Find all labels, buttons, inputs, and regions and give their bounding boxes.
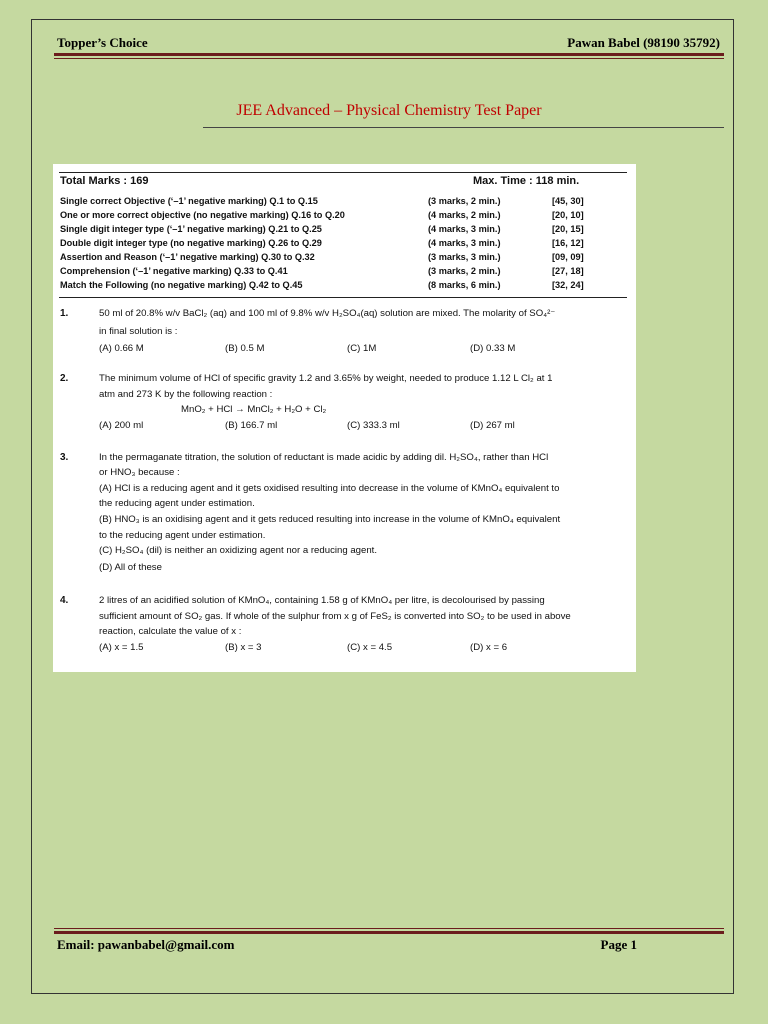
question-text: sufficient amount of SO₂ gas. If whole of the sulphur from x g of FeS₂ is converted into SO₂ to be used in above [99,611,571,622]
option: (B) HNO₃ is an oxidising agent and it gets reduced resulting into increase in the volume of KMnO₄ equivalent [99,514,561,525]
divider [59,172,627,173]
scheme-type: Single correct Objective (‘–1’ negative marking) Q.1 to Q.15 [60,196,318,206]
footer-email: Email: pawanbabel@gmail.com [57,937,235,952]
option: (B) x = 3 [225,642,262,653]
footer-rule [54,931,724,934]
option-continued: to the reducing agent under estimation. [99,530,266,541]
header-rule [54,53,724,56]
scheme-type: Assertion and Reason (‘–1’ negative marking) Q.30 to Q.32 [60,252,315,262]
page-title: JEE Advanced – Physical Chemistry Test Paper [236,102,542,119]
title-underline [203,127,724,128]
test-paper-image [53,164,636,672]
footer-rule-thin [54,928,724,929]
option: (A) x = 1.5 [99,642,144,653]
option: (C) H₂SO₄ (dil) is neither an oxidizing agent nor a reducing agent. [99,545,378,556]
question-number: 4. [60,595,69,606]
question-number: 2. [60,373,69,384]
question-text: reaction, calculate the value of x : [99,626,242,637]
option: (C) x = 4.5 [347,642,393,653]
page-number: Page 1 [600,937,637,952]
option: (C) 1M [347,343,377,354]
scheme-type: Comprehension (‘–1’ negative marking) Q.33 to Q.41 [60,266,288,276]
total-marks: Total Marks : 169 [60,175,149,187]
question-number: 3. [60,452,69,463]
option: (D) 267 ml [470,420,515,431]
option: (C) 333.3 ml [347,420,400,431]
question-text: atm and 273 K by the following reaction : [99,389,273,400]
page-footer [57,937,637,953]
scheme-marks: (4 marks, 2 min.) [428,210,501,220]
scheme-type: Single digit integer type (‘–1’ negative marking) Q.21 to Q.25 [60,224,322,234]
scheme-range: [32, 24] [552,280,584,290]
scheme-range: [45, 30] [552,196,584,206]
option: (A) 0.66 M [99,343,144,354]
question-text: in final solution is : [99,326,178,337]
scheme-type: Match the Following (no negative marking) Q.42 to Q.45 [60,280,303,290]
option: (D) x = 6 [470,642,508,653]
scheme-marks: (8 marks, 6 min.) [428,280,501,290]
question-text: The minimum volume of HCl of specific gravity 1.2 and 3.65% by weight, needed to produce 1.12 L Cl₂ at 1 [99,373,553,384]
scheme-range: [20, 10] [552,210,584,220]
question-text: In the permaganate titration, the solution of reductant is made acidic by adding dil. H₂SO₄, rather than HCl [99,452,549,463]
scheme-marks: (3 marks, 2 min.) [428,196,501,206]
question-text: 50 ml of 20.8% w/v BaCl₂ (aq) and 100 ml of 9.8% w/v H₂SO₄(aq) solution are mixed. The molarity of SO₄²⁻ [99,308,556,319]
scheme-range: [09, 09] [552,252,584,262]
option: (D) 0.33 M [470,343,516,354]
scheme-marks: (4 marks, 3 min.) [428,238,501,248]
reaction-equation: MnO₂ + HCl → MnCl₂ + H₂O + Cl₂ [181,404,327,415]
question-text: or HNO₃ because : [99,467,180,478]
header-brand: Topper’s Choice [57,35,148,50]
max-time: Max. Time : 118 min. [473,175,580,187]
option: (B) 0.5 M [225,343,265,354]
scheme-range: [27, 18] [552,266,584,276]
scheme-type: One or more correct objective (no negative marking) Q.16 to Q.20 [60,210,345,220]
option: (A) HCl is a reducing agent and it gets oxidised resulting into decrease in the volume of KMnO₄ equivalent to [99,483,560,494]
option: (A) 200 ml [99,420,144,431]
scheme-marks: (4 marks, 3 min.) [428,224,501,234]
header-author: Pawan Babel (98190 35792) [567,35,720,50]
scheme-range: [16, 12] [552,238,584,248]
scheme-type: Double digit integer type (no negative marking) Q.26 to Q.29 [60,238,322,248]
option: (B) 166.7 ml [225,420,278,431]
scheme-marks: (3 marks, 2 min.) [428,266,501,276]
scheme-range: [20, 15] [552,224,584,234]
option: (D) All of these [99,562,162,573]
question-number: 1. [60,308,69,319]
option-continued: the reducing agent under estimation. [99,498,255,509]
question-text: 2 litres of an acidified solution of KMnO₄, containing 1.58 g of KMnO₄ per litre, is decolourised by passing [99,595,545,606]
divider [59,297,627,298]
scheme-marks: (3 marks, 3 min.) [428,252,501,262]
header-rule-thin [54,58,724,59]
